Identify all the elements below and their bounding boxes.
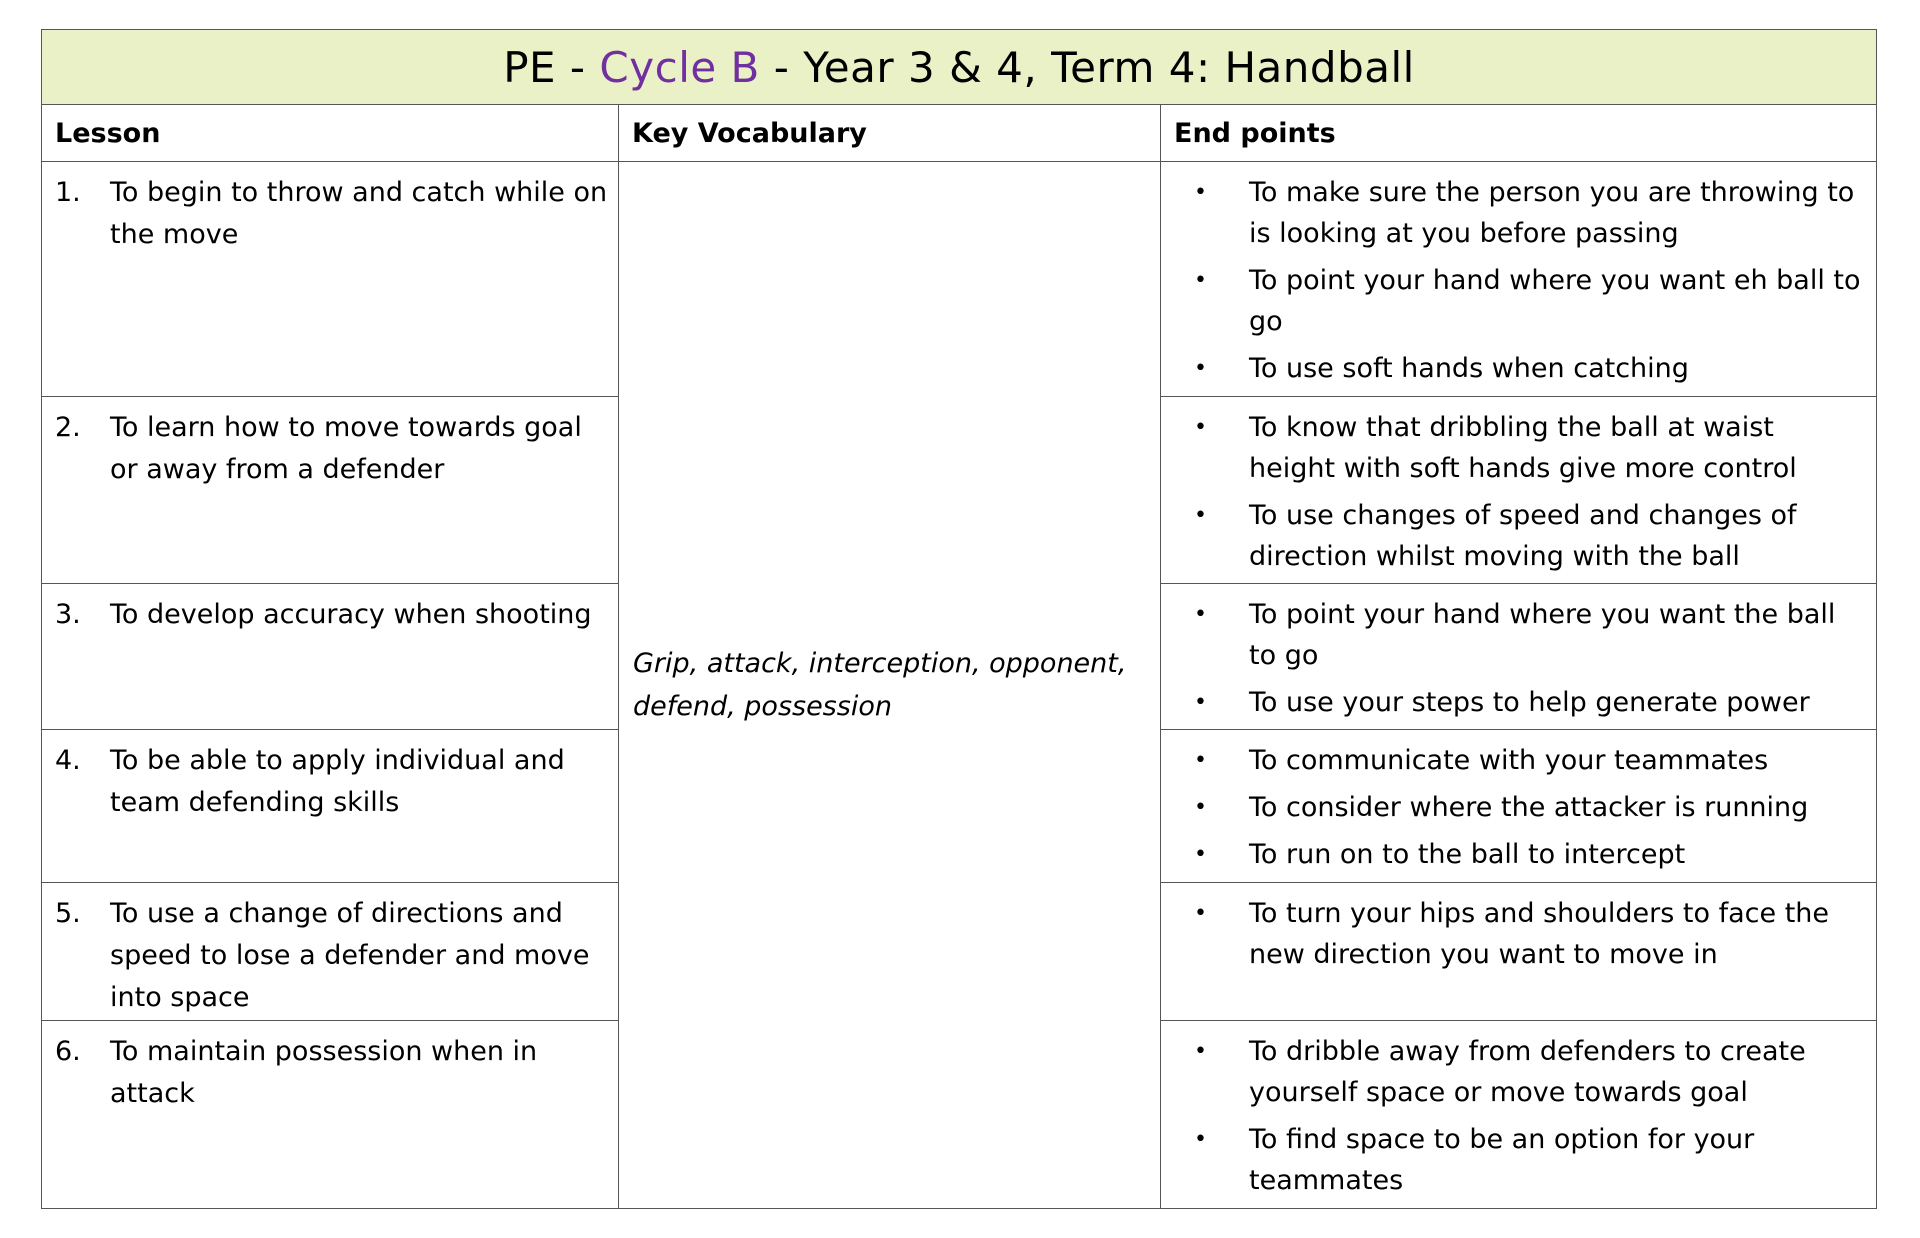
lesson-number: 5. <box>55 898 81 929</box>
lesson-text: To use a change of directions and speed to lose a defender and move into space <box>110 898 590 1013</box>
bullet-icon: • <box>1194 901 1207 926</box>
bullet-icon: • <box>1194 268 1207 293</box>
title-accent: Cycle B <box>599 42 760 92</box>
end-points-cell <box>1161 883 1877 1021</box>
end-points-cell <box>1161 162 1877 397</box>
end-points-cell <box>1161 397 1877 584</box>
list-item: • To make sure the person you are throwing to is looking at you before passing <box>1174 172 1862 254</box>
end-points-cell <box>1161 1021 1877 1209</box>
bullet-icon: • <box>1194 180 1207 205</box>
lesson-cell <box>42 162 619 397</box>
list-item: • To point your hand where you want eh ball to go <box>1174 260 1862 342</box>
title-prefix: PE - <box>503 42 600 92</box>
bullet-icon: • <box>1194 690 1207 715</box>
bullet-icon: • <box>1194 356 1207 381</box>
list-item: • To turn your hips and shoulders to face the new direction you want to move in <box>1174 893 1862 975</box>
lesson-cell <box>42 730 619 883</box>
key-vocabulary-text: Grip, attack, interception, opponent, defend, possession <box>633 648 1127 722</box>
lesson-cell <box>42 883 619 1021</box>
end-points-cell <box>1161 730 1877 883</box>
page-title <box>42 30 1877 105</box>
bullet-icon: • <box>1194 415 1207 440</box>
lesson-number: 4. <box>55 745 81 776</box>
bullet-icon: • <box>1194 842 1207 867</box>
list-item: • To dribble away from defenders to create yourself space or move towards goal <box>1174 1031 1862 1113</box>
end-points-cell <box>1161 584 1877 730</box>
curriculum-table <box>41 29 1877 1209</box>
list-item: • To run on to the ball to intercept <box>1174 834 1862 875</box>
bullet-icon: • <box>1194 602 1207 627</box>
list-item: • To use your steps to help generate power <box>1174 682 1862 723</box>
bullet-icon: • <box>1194 795 1207 820</box>
lesson-text: To be able to apply individual and team defending skills <box>110 745 565 818</box>
list-item: • To use soft hands when catching <box>1174 348 1862 389</box>
lesson-number: 6. <box>55 1036 81 1067</box>
table-row <box>42 162 1877 397</box>
list-item: • To consider where the attacker is running <box>1174 787 1862 828</box>
lesson-cell <box>42 584 619 730</box>
column-header-end-points: End points <box>1161 105 1877 162</box>
list-item: • To use changes of speed and changes of direction whilst moving with the ball <box>1174 495 1862 577</box>
lesson-number: 3. <box>55 599 81 630</box>
lesson-cell <box>42 397 619 584</box>
key-vocabulary-cell <box>619 162 1161 1209</box>
list-item: • To communicate with your teammates <box>1174 740 1862 781</box>
list-item: • To find space to be an option for your teammates <box>1174 1119 1862 1201</box>
column-header-lesson: Lesson <box>42 105 619 162</box>
lesson-text: To begin to throw and catch while on the move <box>110 177 608 250</box>
list-item: • To know that dribbling the ball at waist height with soft hands give more control <box>1174 407 1862 489</box>
bullet-icon: • <box>1194 1039 1207 1064</box>
lesson-number: 2. <box>55 412 81 443</box>
lesson-cell <box>42 1021 619 1209</box>
bullet-icon: • <box>1194 1127 1207 1152</box>
bullet-icon: • <box>1194 748 1207 773</box>
lesson-text: To maintain possession when in attack <box>110 1036 538 1109</box>
title-suffix: - Year 3 & 4, Term 4: Handball <box>759 42 1415 92</box>
lesson-number: 1. <box>55 177 81 208</box>
lesson-text: To learn how to move towards goal or away from a defender <box>110 412 582 485</box>
column-header-vocabulary: Key Vocabulary <box>619 105 1161 162</box>
bullet-icon: • <box>1194 503 1207 528</box>
lesson-text: To develop accuracy when shooting <box>110 599 592 630</box>
list-item: • To point your hand where you want the ball to go <box>1174 594 1862 676</box>
